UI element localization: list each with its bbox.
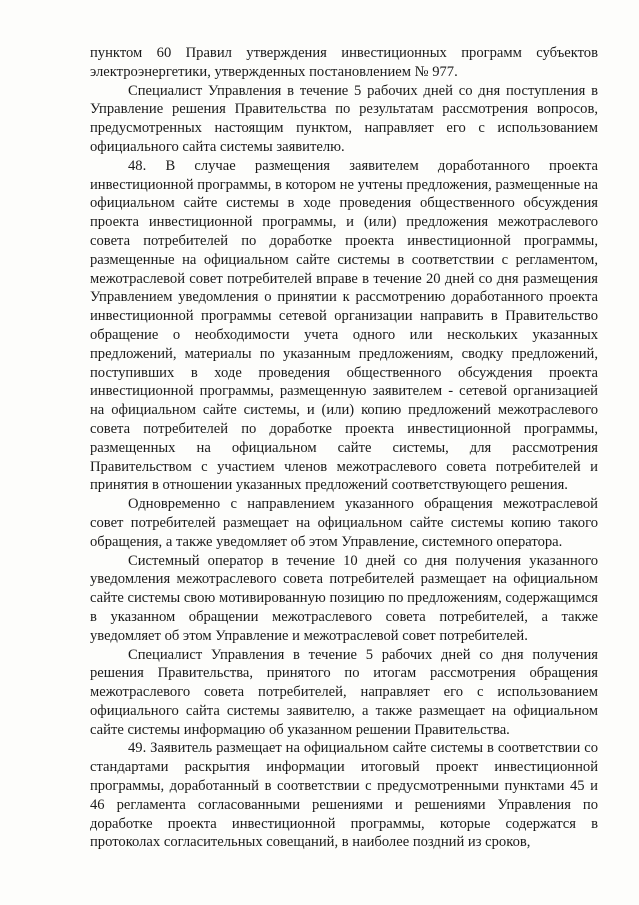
paragraph-continuation: пунктом 60 Правил утверждения инвестиционных программ субъектов электроэнергетики, утвержденных постановлением № 977.	[90, 45, 598, 80]
paragraph-specialist-decision: Специалист Управления в течение 5 рабочих дней со дня получения решения Правительства, принятого по итогам рассмотрения обращения межотраслевого совета потребителей, направляет его с использованием официального сайта системы заявителю, а также размещает на официальном сайте системы информацию об указанном решении Правительства.	[90, 646, 598, 738]
paragraph-system-operator: Системный оператор в течение 10 дней со дня получения указанного уведомления межотраслевого совета потребителей размещает на официальном сайте системы свою мотивированную позицию по предложениям, содержащимся в указанном обращении межотраслевого совета потребителей, а также уведомляет об этом Управление и межотраслевой совет потребителей.	[90, 552, 598, 644]
paragraph-simultaneous-posting: Одновременно с направлением указанного обращения межотраслевой совет потребителей размещает на официальном сайте системы копию такого обращения, а также уведомляет об этом Управление, системного оператора.	[90, 496, 598, 550]
paragraph-specialist-notice: Специалист Управления в течение 5 рабочих дней со дня поступления в Управление решения Правительства по результатам рассмотрения вопросов, предусмотренных настоящим пунктом, направляет его с использованием официального сайта системы заявителю.	[90, 82, 598, 155]
document-body	[90, 44, 598, 852]
paragraph-item-49: 49. Заявитель размещает на официальном сайте системы в соответствии со стандартами раскрытия информации итоговый проект инвестиционной программы, доработанный в соответствии с предусмотренными пунктами 45 и 46 регламента согласованными решениями и решениями Управления по доработке проекта инвестиционной программы, которые содержатся в протоколах согласительных совещаний, в наиболее поздний из сроков,	[90, 740, 598, 851]
paragraph-item-48: 48. В случае размещения заявителем доработанного проекта инвестиционной программы, в котором не учтены предложения, размещенные на официальном сайте системы в ходе проведения общественного обсуждения проекта инвестиционной программы, и (или) предложения межотраслевого совета потребителей по доработке проекта инвестиционной программы, размещенные на официальном сайте системы в соответствии с регламентом, межотраслевой совет потребителей вправе в течение 20 дней со дня размещения Управлением уведомления о принятии к рассмотрению доработанного проекта инвестиционной программы сетевой организации направить в Правительство обращение о необходимости учета одного или нескольких указанных предложений, материалы по указанным предложениям, сводку предложений, поступивших в ходе проведения общественного обсуждения проекта инвестиционной программы, размещенную заявителем - сетевой организацией на официальном сайте системы, и (или) копию предложений межотраслевого совета потребителей по доработке проекта инвестиционной программы, размещенных на официальном сайте системы, для рассмотрения Правительством с участием членов межотраслевого совета потребителей и принятия в отношении указанных предложений соответствующего решения.	[90, 157, 598, 494]
